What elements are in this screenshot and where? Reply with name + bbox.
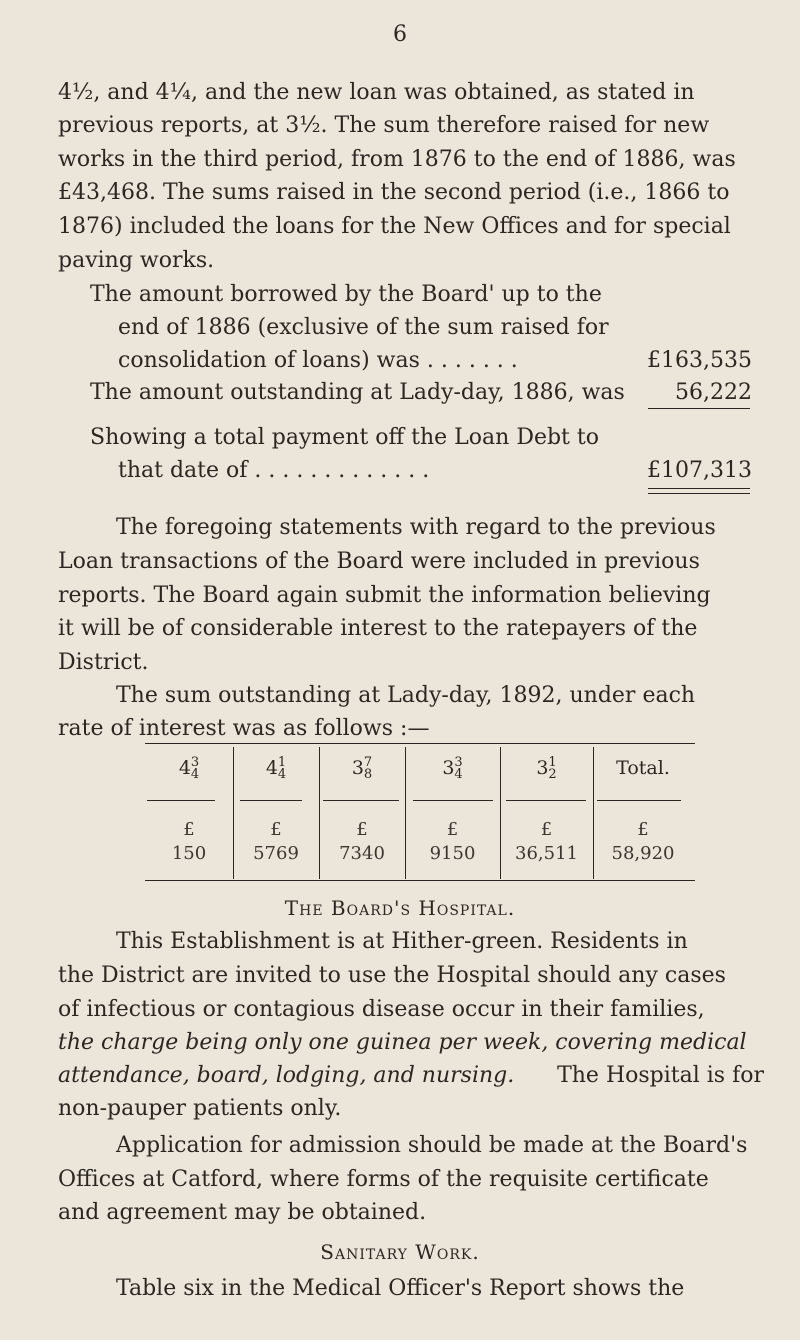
rate-fraction	[364, 757, 372, 781]
rate-fraction	[454, 757, 462, 781]
text-line: and agreement may be obtained.	[58, 1200, 427, 1225]
rate-whole: 4	[178, 757, 191, 779]
rate-whole: 3	[351, 757, 364, 779]
text-line: £43,468. The sums raised in the second period (i.e., 1866 to	[58, 180, 730, 205]
rate-fraction	[278, 757, 286, 781]
text-line: previous reports, at 3½. The sum therefore raised for new	[58, 113, 710, 138]
currency-symbol: £	[540, 819, 553, 840]
rate-fraction	[548, 757, 556, 781]
text-line: Application for admission should be made at the Board's	[116, 1133, 748, 1158]
subtotal-rule	[648, 408, 750, 409]
currency-symbol: £	[446, 819, 459, 840]
paragraph-sanitary: Table six in the Medical Officer's Report shows the	[116, 1276, 685, 1301]
text-line	[58, 1059, 764, 1093]
table-header-rate	[233, 757, 319, 781]
currency-symbol: £	[183, 819, 195, 840]
rate-whole: 3	[442, 757, 455, 779]
page-number: 6	[393, 22, 407, 47]
table-header-rate	[145, 757, 233, 781]
text-line: This Establishment is at Hither-green. Residents in	[116, 929, 688, 954]
currency-symbol: £	[356, 819, 368, 840]
cell-value: 7340	[339, 843, 385, 864]
rate-fraction	[191, 757, 199, 781]
statement-line: The amount outstanding at Lady-day, 1886, was	[90, 380, 625, 405]
rate-numerator: 7	[363, 755, 373, 770]
text-line: works in the third period, from 1876 to the end of 1886, was	[58, 147, 736, 172]
italic-span: attendance, board, lodging, and nursing.	[58, 1063, 515, 1088]
table-header-rate	[405, 757, 500, 781]
text-line: The foregoing statements with regard to the previous	[116, 515, 716, 540]
text-line: reports. The Board again submit the information believing	[58, 583, 711, 608]
table-header-rate	[500, 757, 593, 781]
rate-denominator: 8	[363, 767, 373, 782]
rate-denominator: 4	[454, 767, 463, 782]
table-cell	[405, 818, 500, 866]
text-line: of infectious or contagious disease occur in their families,	[58, 997, 705, 1022]
rate-denominator: 4	[190, 767, 200, 782]
rate-whole: 4	[265, 757, 278, 779]
interest-rate-table	[145, 743, 695, 881]
outstanding-amount: 56,222	[675, 380, 752, 405]
section-heading-hospital: The Board's Hospital.	[284, 896, 516, 920]
total-rule-upper	[648, 488, 750, 489]
header-underline	[240, 800, 302, 801]
table-cell	[233, 818, 319, 866]
header-underline	[323, 800, 399, 801]
header-underline	[147, 800, 215, 801]
table-cell	[319, 818, 405, 866]
rate-numerator: 3	[454, 755, 463, 770]
statement-line: consolidation of loans) was . . . . . . .	[118, 348, 518, 373]
text-line: Loan transactions of the Board were included in previous	[58, 549, 700, 574]
header-underline	[597, 800, 681, 801]
statement-line: Showing a total payment off the Loan Debt to	[90, 425, 599, 450]
currency-symbol: £	[270, 819, 282, 840]
borrowed-amount: £163,535	[647, 348, 752, 373]
text-line: 4½, and 4¼, and the new loan was obtained, as stated in	[58, 80, 695, 105]
rate-denominator: 2	[548, 767, 557, 782]
text-line: Offices at Catford, where forms of the requisite certificate	[58, 1167, 709, 1192]
cell-value: 5769	[253, 843, 299, 864]
cell-value: 150	[171, 843, 207, 864]
text-line-italic: the charge being only one guinea per week, covering medical	[58, 1030, 747, 1055]
text-line: The sum outstanding at Lady-day, 1892, under each	[116, 683, 696, 708]
text-span: The Hospital is for	[557, 1063, 764, 1088]
rate-numerator: 1	[548, 755, 557, 770]
statement-line: end of 1886 (exclusive of the sum raised for	[118, 315, 609, 340]
text-line: rate of interest was as follows :—	[58, 716, 430, 741]
cell-value: 9150	[429, 843, 476, 864]
table-header-total: Total.	[616, 757, 670, 779]
table-header-rate	[319, 757, 405, 781]
table-bottom-rule	[145, 880, 695, 881]
text-line: the District are invited to use the Hospital should any cases	[58, 963, 726, 988]
table-cell	[145, 818, 233, 866]
text-line: District.	[58, 650, 149, 675]
section-heading-sanitary: Sanitary Work.	[320, 1240, 480, 1264]
cell-value: 58,920	[611, 843, 675, 864]
currency-symbol: £	[637, 819, 649, 840]
statement-line: that date of . . . . . . . . . . . . .	[118, 458, 430, 483]
showing-amount: £107,313	[647, 458, 752, 483]
text-line: paving works.	[58, 248, 215, 273]
table-cell	[500, 818, 593, 866]
rate-denominator: 4	[277, 767, 287, 782]
table-top-rule	[145, 743, 695, 744]
statement-line: The amount borrowed by the Board' up to the	[90, 282, 602, 307]
header-underline	[413, 800, 493, 801]
total-rule-lower	[648, 493, 750, 494]
cell-value: 36,511	[515, 843, 578, 864]
table-cell-total	[593, 818, 693, 866]
text-line: non-pauper patients only.	[58, 1096, 342, 1121]
text-line: 1876) included the loans for the New Offices and for special	[58, 214, 731, 239]
text-line: it will be of considerable interest to the ratepayers of the	[58, 616, 698, 641]
rate-whole: 3	[536, 757, 549, 779]
header-underline	[506, 800, 586, 801]
rate-numerator: 3	[190, 755, 200, 770]
rate-numerator: 1	[277, 755, 287, 770]
